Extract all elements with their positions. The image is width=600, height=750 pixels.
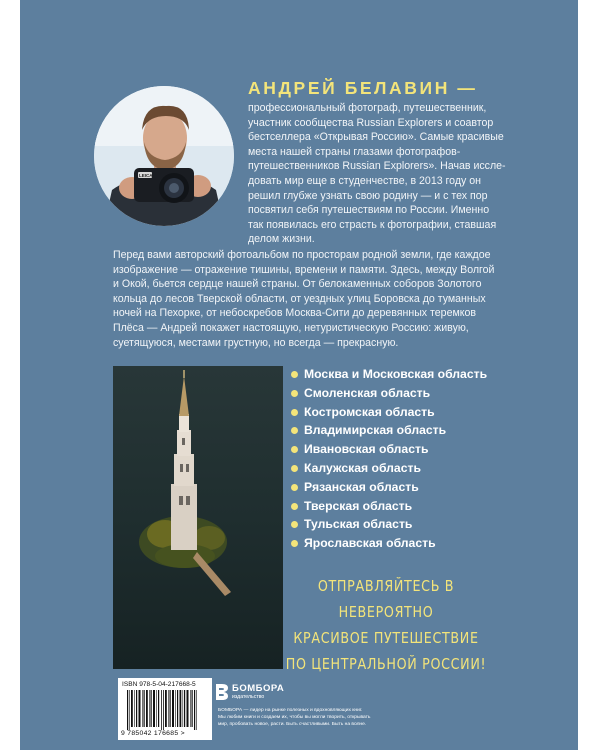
intro-line: и Окой, бьется сердце нашей страны. От белокаменных соборов Золотого (113, 278, 482, 291)
publisher-note-line: Мы любим книги и создаем их, чтобы вы могли творить, открывать (218, 715, 371, 720)
bullet-dot (291, 446, 298, 453)
slogan-line: ОТПРАВЛЯЙТЕСЬ В НЕВЕРОЯТНО (317, 577, 455, 621)
regions-list (291, 365, 487, 553)
region-item (291, 459, 487, 478)
author-portrait-illustration (94, 86, 234, 226)
intro-line: изображение — отражение тишины, времени и памяти. Здесь, между Волгой (113, 263, 495, 276)
camera-brand-label: LEICA (139, 173, 153, 178)
bio-line: довать мир еще в студенчестве, в 2013 году он (248, 174, 482, 187)
author-photo (94, 86, 234, 226)
isbn-text: ISBN 978-5-04-217668-5 (122, 681, 196, 688)
region-label: Москва и Московская область (304, 367, 488, 381)
bullet-dot (291, 409, 298, 416)
bullet-dot (291, 484, 298, 491)
bio-line: бестселлера «Открывая Россию». Самые красивые (248, 131, 504, 144)
region-label: Костромская область (304, 404, 435, 419)
bullet-dot (291, 503, 298, 510)
bullet-dot (291, 521, 298, 528)
publisher-logo (215, 682, 287, 704)
region-item (291, 403, 487, 422)
bio-line: участник сообщества Russian Explorers и соавтор (248, 116, 494, 129)
author-bio (248, 101, 510, 247)
region-label: Калужская область (304, 460, 421, 475)
region-label: Тульская область (304, 517, 413, 532)
bio-line: делом жизни. (248, 233, 315, 246)
bio-line: посвятил себя путешествиям по России. Именно (248, 204, 490, 217)
slogan (274, 573, 497, 677)
publisher-note-line: мир, пробовать новое, расти. Быть счастливыми. Быть на волне. (218, 722, 367, 727)
intro-paragraph (113, 248, 509, 350)
bullet-dot (291, 427, 298, 434)
barcode (118, 678, 212, 740)
author-name: АНДРЕЙ БЕЛАВИН — (248, 78, 478, 98)
bio-line: решил глубже узнать свою родину — и с тех пор (248, 189, 488, 202)
region-label: Тверская область (304, 498, 413, 513)
bio-line: так появилась его страсть к фотографии, ставшая (248, 218, 497, 231)
region-item (291, 440, 487, 459)
slogan-line: КРАСИВОЕ ПУТЕШЕСТВИЕ (293, 629, 479, 647)
bio-line: профессиональный фотограф, путешественник, (248, 102, 487, 114)
region-label: Рязанская область (304, 479, 419, 494)
region-item (291, 384, 487, 403)
bell-tower-illustration (113, 366, 283, 669)
region-item (291, 497, 487, 516)
publisher-subtitle: издательство (232, 694, 265, 700)
region-item (291, 515, 487, 534)
region-item (291, 421, 487, 440)
intro-line: Плёса — Андрей покажет настоящую, нетуристическую Россию: живую, (113, 321, 469, 334)
bullet-dot (291, 540, 298, 547)
bell-tower-photo (113, 366, 283, 669)
region-item (291, 478, 487, 497)
publisher-note (218, 707, 418, 728)
region-label: Смоленская область (304, 385, 431, 400)
region-item (291, 365, 487, 384)
bombora-wave-icon (215, 683, 229, 701)
intro-line: кольца до лесов Тверской области, от уездных улиц Боровска до туманных (113, 292, 486, 305)
region-label: Ивановская область (304, 442, 429, 457)
publisher-note-line: БОМБОРА — лидер на рынке полезных и вдохновляющих книг. (218, 708, 363, 713)
intro-line: суетящуюся, местами грустную, но всегда — прекрасную. (113, 336, 399, 349)
region-label: Ярославская область (304, 536, 436, 551)
publisher-name: БОМБОРА (232, 683, 285, 694)
slogan-line: ПО ЦЕНТРАЛЬНОЙ РОССИИ! (285, 655, 487, 673)
bio-line: путешественников Russian Explorers». Начав иссле- (248, 160, 506, 173)
barcode-digits: 9 785042 176685 > (121, 730, 185, 737)
bullet-dot (291, 465, 298, 472)
region-item (291, 534, 487, 553)
bio-line: места нашей страны глазами фотографов- (248, 145, 461, 158)
intro-line: Перед вами авторский фотоальбом по просторам родной земли, где каждое (113, 249, 491, 261)
bullet-dot (291, 371, 298, 378)
intro-line: ночей на Пехорке, от небоскребов Москва-Сити до деревянных теремков (113, 307, 477, 320)
bullet-dot (291, 390, 298, 397)
region-label: Владимирская область (304, 423, 447, 438)
